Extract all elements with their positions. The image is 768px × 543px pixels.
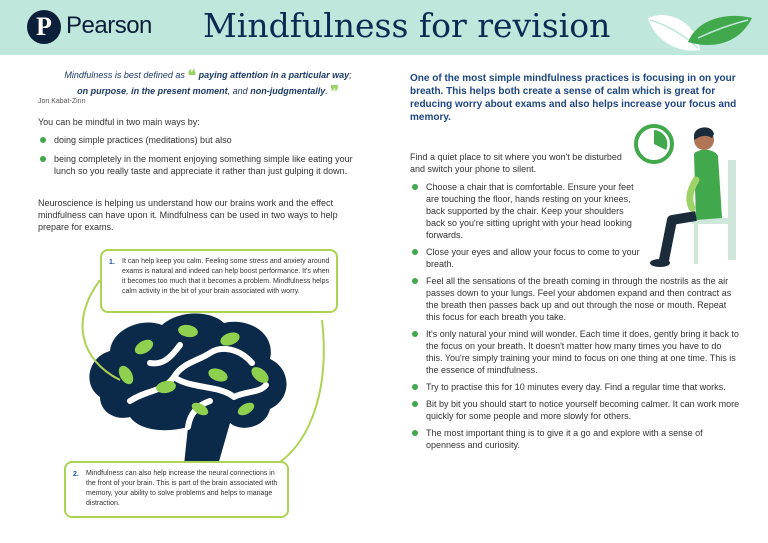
list-item: [38, 153, 368, 177]
box-number: 1.: [109, 259, 115, 266]
close-quote-icon: ❞: [330, 84, 339, 101]
list-item-text: doing simple practices (meditations) but also: [54, 135, 232, 145]
list-item: [410, 381, 740, 393]
quote-part-4: non-judgmentally: [250, 86, 326, 96]
list-item-text: Try to practise this for 10 minutes every day. Find a regular time that works.: [426, 382, 726, 392]
quote-part-1: paying attention in a particular way: [198, 70, 350, 80]
intro-text: You can be mindful in two main ways by:: [38, 117, 200, 127]
quote-lead: Mindfulness is best defined as: [64, 70, 185, 80]
list-item: [410, 328, 740, 376]
list-item: [410, 246, 640, 270]
bullet-icon: [412, 401, 418, 407]
bullet-icon: [40, 137, 46, 143]
list-item-text: Choose a chair that is comfortable. Ensure your feet are touching the floor, hands resting on your knees, back supported by the chair. Keep your shoulders back so you're sitting upright with your head looking forwards.: [426, 182, 634, 240]
list-item-text: It's only natural your mind will wonder. Each time it does, gently bring it back to the focus on your breath. It doesn't matter how many times you have to do this. You're simply training your mind to focus on one thing at one time. This is the essence of mindfulness.: [426, 329, 739, 375]
open-quote-icon: ❝: [187, 68, 197, 85]
header-banner: [0, 0, 768, 55]
list-item: [410, 181, 640, 241]
quote-sep: ,: [126, 86, 129, 96]
list-item-text: The most important thing is to give it a go and explore with a sense of openness and curiosity.: [426, 428, 703, 450]
quote-block: [38, 68, 378, 100]
box-text: It can help keep you calm. Feeling some stress and anxiety around exams is natural and indeed can help boost performance. It's when it becomes too much that it becomes a problem. Mindfulness helps calm activity in the bit of your brain associated with worry.: [122, 258, 330, 295]
quote-part-2: on purpose: [77, 86, 127, 96]
quote-end: .: [325, 86, 328, 96]
list-item-text: being completely in the moment enjoying something simple like eating your lunch so you really taste and appreciate it rather than just gulping it down.: [54, 154, 353, 176]
list-item-text: Close your eyes and allow your focus to come to your breath.: [426, 247, 640, 269]
list-item-text: Feel all the sensations of the breath coming in through the nostrils as the air passes down to your lungs. Feel your abdomen expand and then contract as the breath then passes back up and out through the nose or mouth. Repeat this focus for each breath you take.: [426, 276, 732, 322]
logo-text: Pearson: [66, 12, 152, 39]
seated-person-illustration-icon: [632, 120, 752, 270]
neuroscience-text: Neuroscience is helping us understand how our brains work and the effect mindfulness can have upon it. Mindfulness can be used in two ways to help prepare for exams.: [38, 198, 338, 232]
logo-letter: P: [36, 12, 52, 41]
breath-intro-heading: One of the most simple mindfulness practices is focusing in on your breath. This helps both create a sense of calm which is great for reducing worry about exams and also helps increase your focus and memory.: [410, 73, 737, 123]
bullet-icon: [40, 156, 46, 162]
box-text: Mindfulness can also help increase the neural connections in the front of your brain. This is part of the brain associated with memory, your ability to solve problems and helps to manage distraction.: [86, 470, 278, 507]
quote-author: Jon Kabat-Zinn: [38, 98, 86, 105]
page-title: Mindfulness for revision: [203, 6, 611, 45]
bullet-icon: [412, 430, 418, 436]
find-place-text: Find a quiet place to sit where you won't be disturbed and switch your phone to silent.: [410, 152, 622, 174]
leaves-decoration-icon: [640, 0, 768, 55]
info-box-calm: [100, 249, 338, 313]
bullet-icon: [412, 249, 418, 255]
info-box-connections: [64, 461, 289, 518]
bullet-icon: [412, 331, 418, 337]
list-item: [410, 427, 740, 451]
bullet-icon: [412, 384, 418, 390]
quote-sep: , and: [227, 86, 248, 96]
list-item: [410, 275, 740, 323]
list-item: [410, 398, 740, 422]
list-item-text: Bit by bit you should start to notice yourself becoming calmer. It can work more quickly for some people and more slowly for others.: [426, 399, 740, 421]
box-number: 2.: [73, 471, 79, 478]
bullet-icon: [412, 278, 418, 284]
list-item: [38, 134, 368, 146]
ways-list: [38, 134, 368, 184]
bullet-icon: [412, 184, 418, 190]
quote-sep: ;: [349, 70, 352, 80]
quote-part-3: in the present moment: [131, 86, 228, 96]
